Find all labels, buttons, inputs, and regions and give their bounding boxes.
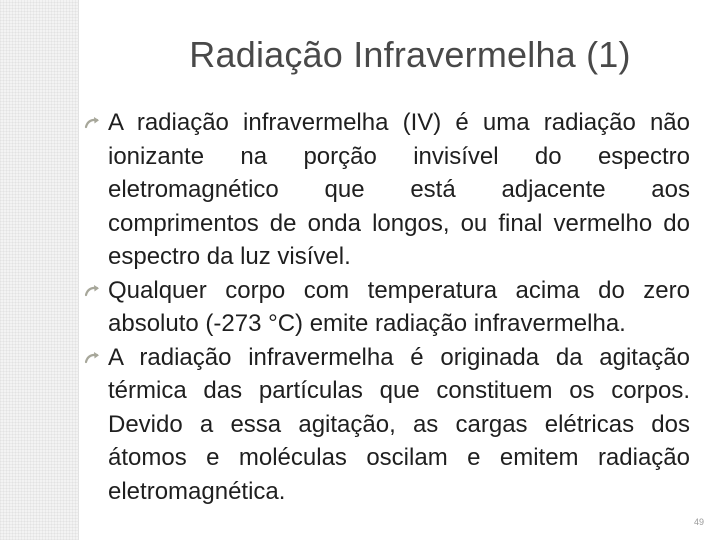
decorative-side-strip [0, 0, 78, 540]
bullet-text: Qualquer corpo com temperatura acima do zero absoluto (-273 °C) emite radiação infravermelha. [108, 276, 690, 337]
curved-arrow-bullet-icon [84, 116, 102, 130]
bullet-item [84, 274, 690, 341]
bullet-list [84, 106, 690, 508]
page-number: 49 [693, 517, 704, 527]
bullet-item [84, 106, 690, 274]
bullet-text: A radiação infravermelha é originada da agitação térmica das partículas que constituem os corpos. Devido a essa agitação, as cargas elétricas dos átomos e moléculas oscilam e emitem radiação eletromagnética. [108, 343, 690, 505]
bullet-text: A radiação infravermelha (IV) é uma radiação não ionizante na porção invisível do espectro eletromagnético que está adjacente aos comprimentos de onda longos, ou final vermelho do espectro da luz visível. [108, 109, 690, 270]
slide-title: Radiação Infravermelha (1) [189, 34, 631, 75]
bullet-item [84, 341, 690, 509]
curved-arrow-bullet-icon [84, 351, 102, 365]
curved-arrow-bullet-icon [84, 284, 102, 298]
